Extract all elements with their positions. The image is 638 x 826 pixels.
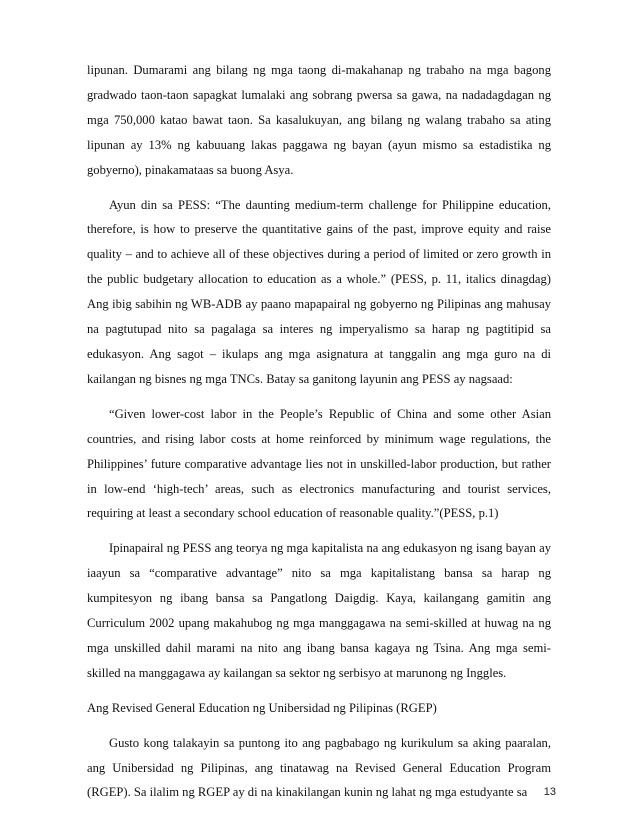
document-body <box>87 58 551 815</box>
paragraph-2: Ayun din sa PESS: “The daunting medium-term challenge for Philippine education, therefore, is how to preserve the quantitative gains of the past, improve equity and raise quality – and to achieve all of these objectives during a period of limited or zero growth in the public budgetary allocation to education as a whole.” (PESS, p. 11, italics dinagdag) Ang ibig sabihin ng WB-ADB ay paano mapapairal ng gobyerno ng Pilipinas ang mahusay na pagtutupad nito sa pagalaga sa interes ng imperyalismo sa harap ng pagtitipid sa edukasyon. Ang sagot – ikulaps ang mga asignatura at tanggalin ang mga guro na di kailangan ng bisnes ng mga TNCs. Batay sa ganitong layunin ang PESS ay nagsaad: <box>87 197 551 386</box>
paragraph-3-quote: “Given lower-cost labor in the People’s Republic of China and some other Asian countries, and rising labor costs at home reinforced by minimum wage regulations, the Philippines’ future comparative advantage lies not in unskilled-labor production, but rather in low-end ‘high-tech’ areas, such as electronics manufacturing and tourist services, requiring at least a secondary school education of reasonable quality.”(PESS, p.1) <box>87 406 551 521</box>
paragraph-5: Gusto kong talakayin sa puntong ito ang pagbabago ng kurikulum sa aking paaralan, ang Unibersidad ng Pilipinas, ang tinatawag na Revised General Education Program (RGEP). Sa ilalim ng RGEP ay di na kinakilangan kunin ng lahat ng mga estudyante sa <box>87 735 551 800</box>
paragraph-4: Ipinapairal ng PESS ang teorya ng mga kapitalista na ang edukasyon ng isang bayan ay iaayun sa “comparative advantage” nito sa mga kapitalistang bansa sa harap ng kumpitesyon ng ibang bansa sa Pangatlong Daigdig. Kaya, kailangang gamitin ang Curriculum 2002 upang makahubog ng mga manggagawa na semi-skilled at huwag na ng mga unskilled dahil marami na nito ang ibang bansa kagaya ng Tsina. Ang mga semi-skilled na manggagawa ay kailangan sa sektor ng serbisyo at marunong ng Inggles. <box>87 541 551 680</box>
page-number: 13 <box>543 786 556 798</box>
section-heading: Ang Revised General Education ng Unibersidad ng Pilipinas (RGEP) <box>87 700 437 715</box>
paragraph-1: lipunan. Dumarami ang bilang ng mga taong di-makahanap ng trabaho na mga bagong gradwado taon-taon sapagkat lumalaki ang sobrang pwersa sa gawa, na nadadagdagan ng mga 750,000 katao bawat taon. Sa kasalukuyan, ang bilang ng walang trabaho sa ating lipunan ay 13% ng kabuuang lakas paggawa ng bayan (ayun mismo sa estadistika ng gobyerno), pinakamataas sa buong Asya. <box>87 63 551 177</box>
